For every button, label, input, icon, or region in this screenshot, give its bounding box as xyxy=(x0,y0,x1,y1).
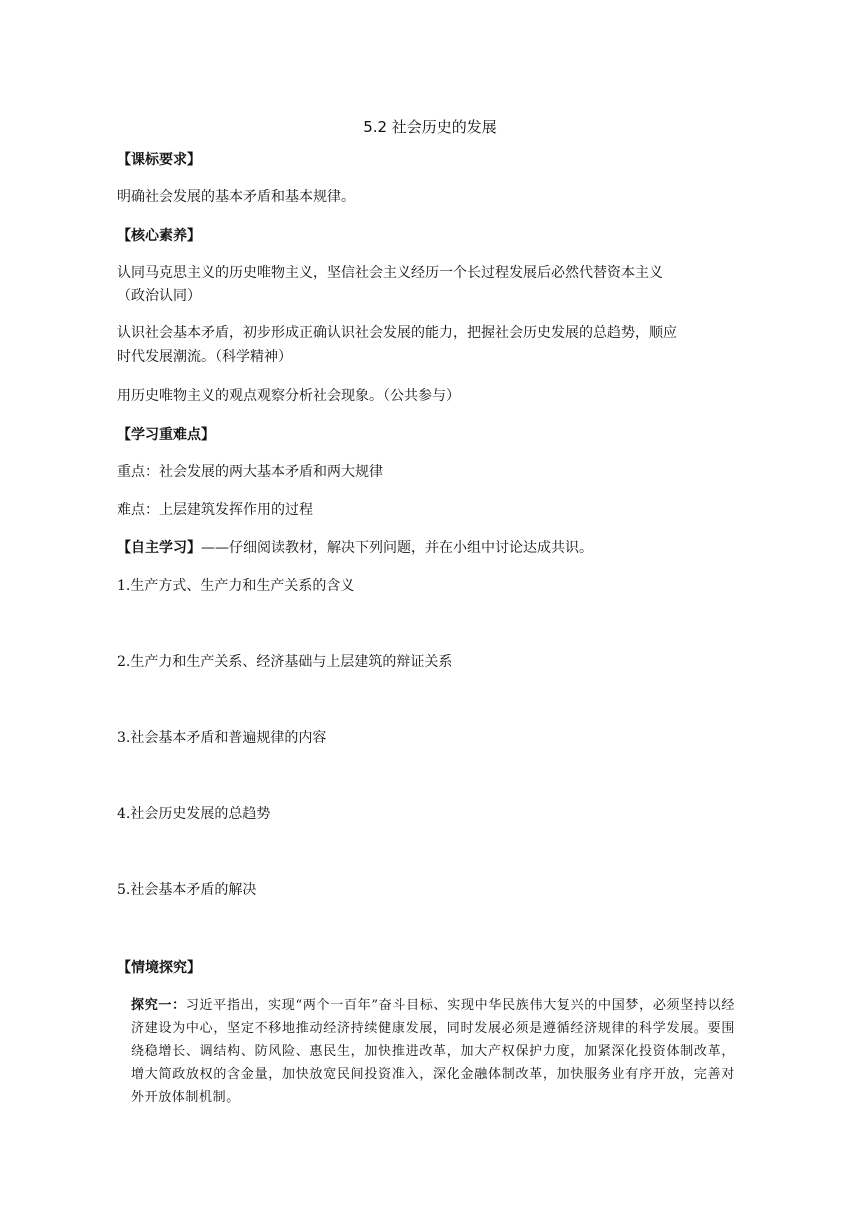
inquiry-lead: 探究一： xyxy=(131,998,186,1013)
literacy-item-3: 用历史唯物主义的观点观察分析社会现象。（公共参与） xyxy=(117,388,460,404)
literacy-item-1-line-2: （政治认同） xyxy=(117,288,201,304)
self-study-heading: 【自主学习】 xyxy=(117,540,201,556)
literacy-item-2-line-1: 认识社会基本矛盾，初步形成正确认识社会发展的能力，把握社会历史发展的总趋势，顺应 xyxy=(117,325,677,341)
key-points-heading: 【学习重难点】 xyxy=(117,427,215,443)
question-3: 3.社会基本矛盾和普遍规律的内容 xyxy=(117,730,327,746)
page-title: 5.2 社会历史的发展 xyxy=(363,118,497,136)
curriculum-heading: 【课标要求】 xyxy=(117,152,201,168)
question-5: 5.社会基本矛盾的解决 xyxy=(117,882,257,898)
literacy-item-2-line-2: 时代发展潮流。（科学精神） xyxy=(117,349,292,365)
question-4: 4.社会历史发展的总趋势 xyxy=(117,806,271,822)
inquiry-heading: 【情境探究】 xyxy=(117,960,201,976)
literacy-heading: 【核心素养】 xyxy=(117,228,201,244)
inquiry-paragraph xyxy=(131,994,735,1109)
question-2: 2.生产力和生产关系、经济基础与上层建筑的辩证关系 xyxy=(117,654,453,670)
inquiry-text: 习近平指出，实现“两个一百年”奋斗目标、实现中华民族伟大复兴的中国梦，必须坚持以经济建设为中心，坚定不移地推动经济持续健康发展，同时发展必须是遵循经济规律的科学发展。要围绕稳增长、调结构、防风险、惠民生，加快推进改革，加大产权保护力度，加紧深化投资体制改革，增大简政放权的含金量，加快放宽民间投资准入，深化金融体制改革，加快服务业有序开放，完善对外开放体制机制。 xyxy=(131,998,735,1105)
self-study-instruction: ——仔细阅读教材，解决下列问题，并在小组中讨论达成共识。 xyxy=(201,540,593,556)
curriculum-text: 明确社会发展的基本矛盾和基本规律。 xyxy=(117,189,355,205)
difficult-point: 难点：上层建筑发挥作用的过程 xyxy=(117,502,313,518)
literacy-item-1-line-1: 认同马克思主义的历史唯物主义，坚信社会主义经历一个长过程发展后必然代替资本主义 xyxy=(117,265,663,281)
self-study-row xyxy=(117,537,747,559)
key-point: 重点：社会发展的两大基本矛盾和两大规律 xyxy=(117,464,383,480)
question-1: 1.生产方式、生产力和生产关系的含义 xyxy=(117,578,355,594)
